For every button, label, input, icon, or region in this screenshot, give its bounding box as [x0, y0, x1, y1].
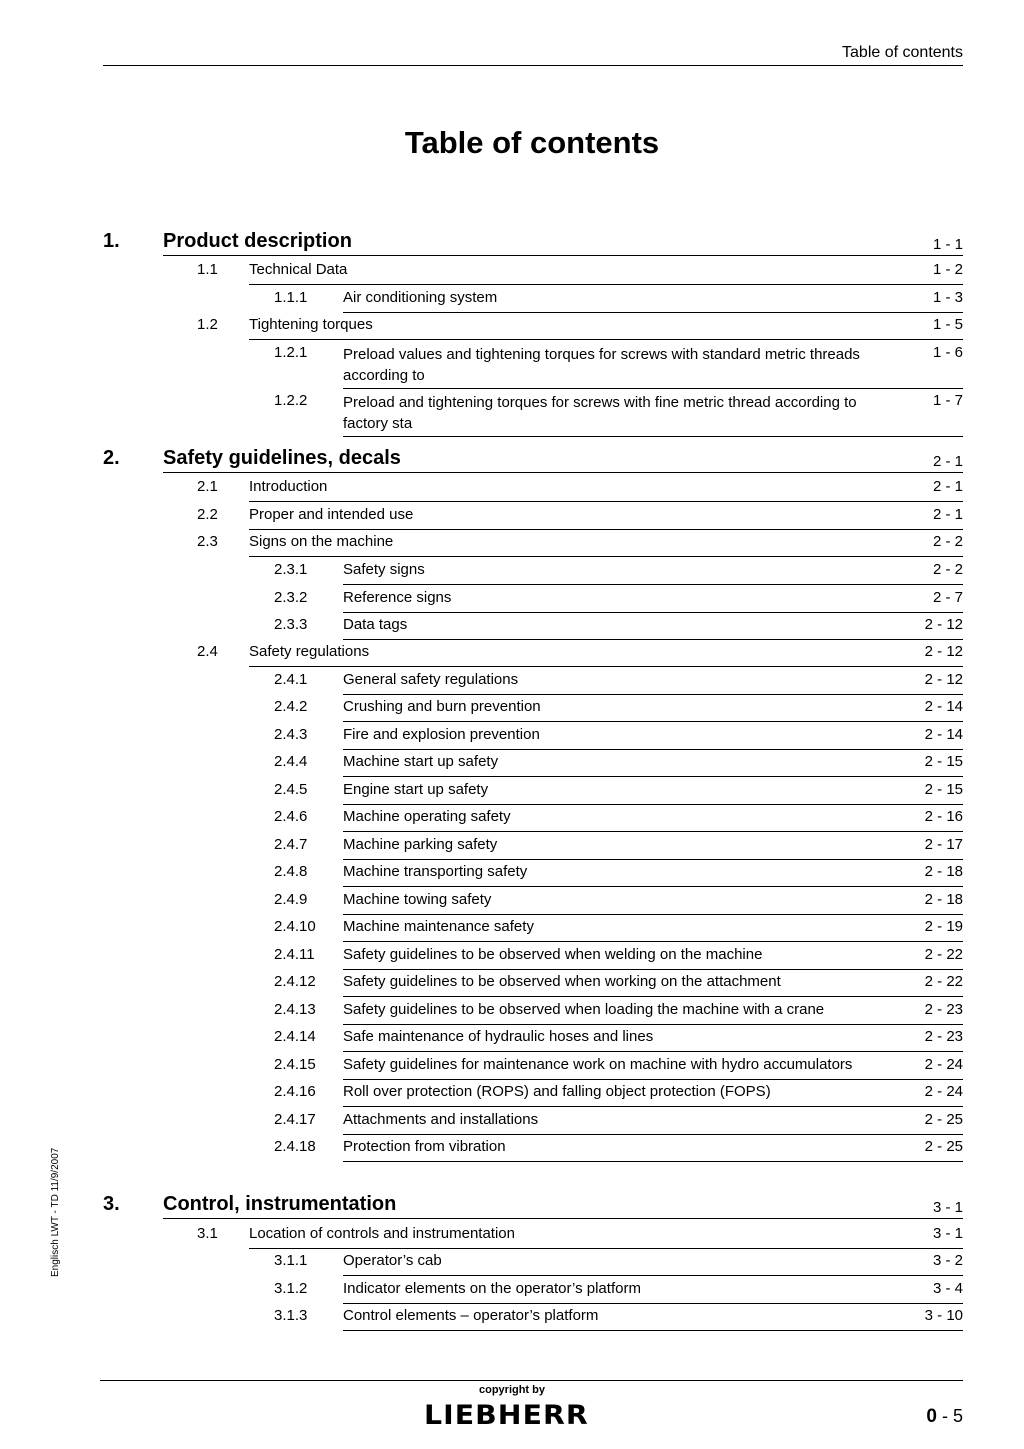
toc-entry-title: Control, instrumentation: [163, 1193, 397, 1215]
toc-entry-page: 1 - 6: [932, 344, 963, 361]
toc-entry-rule: [163, 255, 963, 256]
footer-rule: [100, 1380, 963, 1381]
running-header: Table of contents: [842, 44, 963, 61]
toc-entry-rule: [249, 501, 963, 502]
toc-entry-number: 3.1.1: [274, 1252, 308, 1269]
toc-entry-title: Machine maintenance safety: [343, 918, 534, 935]
logo-text: LIEBHERR: [424, 1400, 589, 1431]
toc-entry-page: 2 - 15: [924, 781, 963, 798]
toc-entry-number: 2.4.15: [274, 1056, 316, 1073]
toc-entry-rule: [343, 639, 963, 640]
toc-entry-rule: [343, 584, 963, 585]
toc-entry-number: 2.4.16: [274, 1083, 316, 1100]
toc-entry-number: 2.4.6: [274, 808, 308, 825]
toc-entry-number: 1.2: [197, 316, 218, 333]
toc-entry-number: 3.1.3: [274, 1307, 308, 1324]
toc-entry-page: 2 - 14: [924, 698, 963, 715]
toc-entry-title: Machine parking safety: [343, 836, 498, 853]
toc-entry-page: 2 - 12: [924, 671, 963, 688]
toc-entry-page: 1 - 5: [932, 316, 963, 333]
toc-entry-number: 2.4.11: [274, 946, 315, 963]
toc-entry-page: 1 - 7: [932, 392, 963, 409]
toc-entry-title: General safety regulations: [343, 671, 519, 688]
toc-entry-page: 3 - 2: [932, 1252, 963, 1269]
toc-entry-page: 2 - 22: [924, 946, 963, 963]
toc-entry-number: 2.3.1: [274, 561, 308, 578]
toc-entry-number: 2.4.7: [274, 836, 308, 853]
toc-entry-title: Crushing and burn prevention: [343, 698, 541, 715]
toc-entry-page: 2 - 24: [924, 1056, 963, 1073]
toc-entry-rule: [343, 312, 963, 313]
toc-entry-page: 2 - 1: [932, 478, 963, 495]
toc-entry-page: 2 - 2: [932, 533, 963, 550]
page-number-page: - 5: [936, 1406, 963, 1426]
toc-entry-title: Preload values and tightening torques for screws with standard metric threads according to: [343, 346, 860, 384]
toc-entry-page: 3 - 10: [924, 1307, 963, 1324]
toc-entry-number: 2.4.2: [274, 698, 308, 715]
toc-entry-page: 3 - 1: [932, 1225, 963, 1242]
toc-entry-title: Safety signs: [343, 561, 425, 578]
toc-entry-title: Safety guidelines to be observed when welding on the machine: [343, 946, 763, 963]
toc-entry-rule: [343, 996, 963, 997]
toc-entry-title: Safe maintenance of hydraulic hoses and lines: [343, 1028, 654, 1045]
toc-entry-number: 2.: [103, 447, 120, 469]
toc-entry-number: 3.1: [197, 1225, 218, 1242]
toc-entry-title: Machine operating safety: [343, 808, 511, 825]
toc-entry-rule: [343, 436, 963, 437]
liebherr-logo: [424, 1401, 602, 1431]
toc-entry-title: Preload and tightening torques for screws with fine metric thread according to factory sta: [343, 394, 857, 432]
toc-entry-number: 3.1.2: [274, 1280, 308, 1297]
toc-entry-title: Safety guidelines, decals: [163, 447, 401, 469]
toc-entry-number: 2.2: [197, 506, 218, 523]
toc-entry-rule: [343, 388, 963, 389]
toc-entry-number: 2.3.2: [274, 589, 308, 606]
toc-entry-page: 2 - 23: [924, 1028, 963, 1045]
toc-entry-title: Introduction: [249, 478, 328, 495]
toc-entry-page: 2 - 25: [924, 1138, 963, 1155]
toc-entry-rule: [343, 804, 963, 805]
toc-entry-rule: [249, 666, 963, 667]
toc-entry-rule: [249, 339, 963, 340]
toc-entry-page: 2 - 23: [924, 1001, 963, 1018]
toc-entry-rule: [343, 612, 963, 613]
toc-entry-title: Control elements – operator’s platform: [343, 1307, 599, 1324]
toc-entry-title: Machine transporting safety: [343, 863, 528, 880]
toc-entry-number: 2.4.12: [274, 973, 316, 990]
toc-entry-rule: [343, 859, 963, 860]
toc-entry-title: Operator’s cab: [343, 1252, 442, 1269]
toc-entry-number: 2.4.9: [274, 891, 308, 908]
toc-entry-title: Machine start up safety: [343, 753, 499, 770]
toc-entry-rule: [249, 1248, 963, 1249]
toc-entry-page: 2 - 12: [924, 643, 963, 660]
toc-entry-number: 2.4.1: [274, 671, 308, 688]
toc-entry-page: 2 - 14: [924, 726, 963, 743]
toc-entry-rule: [343, 1079, 963, 1080]
toc-entry-page: 2 - 15: [924, 753, 963, 770]
toc-entry-page: 2 - 16: [924, 808, 963, 825]
toc-entry-title: Fire and explosion prevention: [343, 726, 540, 743]
page-title: Table of contents: [404, 125, 660, 160]
side-note: Englisch LWT - TD 11/9/2007: [50, 1147, 61, 1277]
toc-entry-number: 1.2.2: [274, 392, 308, 409]
toc-entry-page: 3 - 4: [932, 1280, 963, 1297]
toc-entry-page: 1 - 1: [932, 236, 963, 253]
toc-entry-rule: [343, 1161, 963, 1162]
toc-entry-page: 2 - 22: [924, 973, 963, 990]
toc-entry-number: 2.4.13: [274, 1001, 316, 1018]
toc-entry-rule: [343, 749, 963, 750]
toc-entry-rule: [343, 1024, 963, 1025]
copyright-label: copyright by: [478, 1384, 545, 1396]
toc-entry-rule: [343, 776, 963, 777]
toc-entry-rule: [343, 1106, 963, 1107]
toc-entry-rule: [343, 914, 963, 915]
toc-entry-page: 1 - 3: [932, 289, 963, 306]
toc-entry-rule: [249, 556, 963, 557]
toc-entry-title: Air conditioning system: [343, 289, 498, 306]
toc-entry-number: 2.4.5: [274, 781, 308, 798]
toc-entry-title: Safety guidelines to be observed when loading the machine with a crane: [343, 1001, 825, 1018]
toc-entry-page: 2 - 1: [932, 506, 963, 523]
toc-entry-number: 2.1: [197, 478, 218, 495]
toc-entry-title: Location of controls and instrumentation: [249, 1225, 515, 1242]
toc-entry-title: Technical Data: [249, 261, 348, 278]
toc-entry-number: 2.4.14: [274, 1028, 316, 1045]
toc-entry-rule: [343, 1303, 963, 1304]
toc-entry-title: Roll over protection (ROPS) and falling object protection (FOPS): [343, 1083, 771, 1100]
toc-entry-number: 3.: [103, 1193, 120, 1215]
toc-entry-page: 2 - 1: [932, 453, 963, 470]
toc-entry-title: Reference signs: [343, 589, 452, 606]
toc-entry-rule: [343, 886, 963, 887]
toc-entry-rule: [163, 472, 963, 473]
toc-entry-number: 2.4.10: [274, 918, 316, 935]
toc-entry-title: Safety regulations: [249, 643, 370, 660]
toc-entry-page: 2 - 12: [924, 616, 963, 633]
toc-entry-rule: [249, 529, 963, 530]
toc-entry-rule: [343, 1134, 963, 1135]
toc-entry-number: 2.3.3: [274, 616, 308, 633]
toc-entry-title: Engine start up safety: [343, 781, 489, 798]
toc-entry-title: Tightening torques: [249, 316, 373, 333]
toc-entry-rule: [163, 1218, 963, 1219]
toc-entry-rule: [343, 831, 963, 832]
toc-entry-number: 1.2.1: [274, 344, 308, 361]
toc-entry-number: 1.: [103, 230, 120, 252]
toc-entry-rule: [343, 1051, 963, 1052]
toc-entry-page: 2 - 25: [924, 1111, 963, 1128]
toc-entry-title: Signs on the machine: [249, 533, 394, 550]
toc-entry-rule: [343, 721, 963, 722]
toc-entry-rule: [343, 694, 963, 695]
toc-entry-title: Machine towing safety: [343, 891, 492, 908]
toc-entry-rule: [343, 1275, 963, 1276]
toc-entry-number: 2.4.17: [274, 1111, 316, 1128]
toc-entry-rule: [343, 1330, 963, 1331]
toc-entry-number: 2.4.18: [274, 1138, 316, 1155]
toc-entry-title: Proper and intended use: [249, 506, 414, 523]
toc-entry-title: Safety guidelines for maintenance work on machine with hydro accumulators: [343, 1056, 853, 1073]
toc-entry-page: 2 - 19: [924, 918, 963, 935]
page-number-chapter: 0: [926, 1406, 937, 1427]
toc-entry-rule: [249, 284, 963, 285]
toc-entry-number: 2.4.4: [274, 753, 308, 770]
toc-entry-rule: [343, 941, 963, 942]
toc-entry-page: 1 - 2: [932, 261, 963, 278]
toc-entry-page: 2 - 2: [932, 561, 963, 578]
toc-entry-number: 2.4: [197, 643, 218, 660]
toc-entry-page: 2 - 18: [924, 891, 963, 908]
toc-entry-rule: [343, 969, 963, 970]
toc-entry-title: Data tags: [343, 616, 408, 633]
toc-entry-page: 2 - 17: [924, 836, 963, 853]
toc-entry-number: 1.1.1: [274, 289, 308, 306]
toc-entry-title: Indicator elements on the operator’s platform: [343, 1280, 641, 1297]
toc-entry-title: Attachments and installations: [343, 1111, 539, 1128]
toc-entry-page: 2 - 18: [924, 863, 963, 880]
toc-entry-page: 2 - 24: [924, 1083, 963, 1100]
toc-entry-title: Safety guidelines to be observed when working on the attachment: [343, 973, 781, 990]
page-number: [926, 1406, 963, 1428]
toc-entry-number: 2.3: [197, 533, 218, 550]
toc-entry-number: 2.4.8: [274, 863, 308, 880]
toc-entry-number: 2.4.3: [274, 726, 308, 743]
toc-entry-title: Protection from vibration: [343, 1138, 506, 1155]
toc-entry-page: 3 - 1: [932, 1199, 963, 1216]
toc-entry-page: 2 - 7: [932, 589, 963, 606]
toc-entry-number: 1.1: [197, 261, 218, 278]
toc-entry-title: Product description: [163, 230, 352, 252]
